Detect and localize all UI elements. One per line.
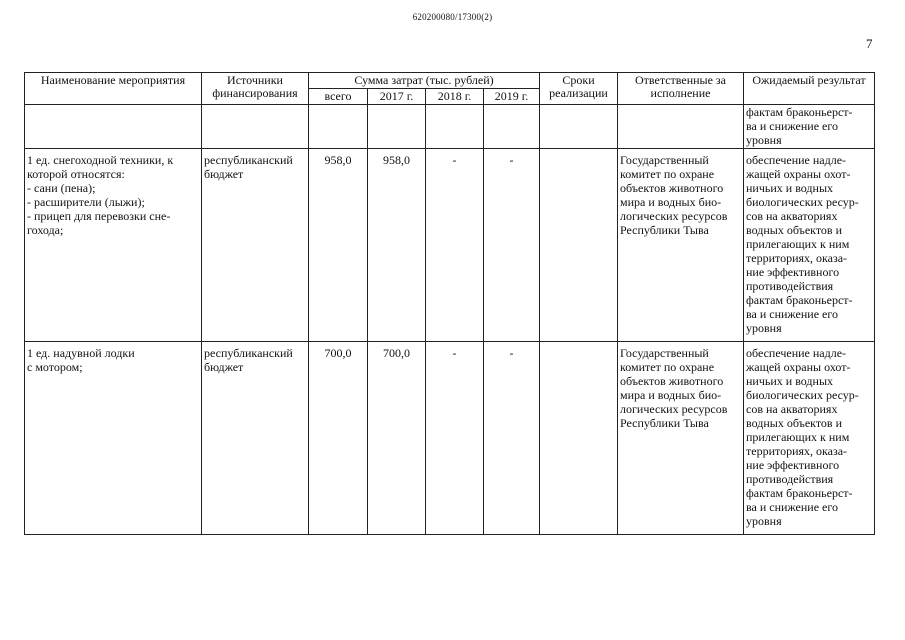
carry-over-row xyxy=(25,105,875,149)
cell-activity-name: 1 ед. снегоходной техники, к которой относятся: - сани (пена); - расширители (лыжи); - прицеп для перевозки сне- гохода; xyxy=(25,149,202,342)
page-number: 7 xyxy=(866,36,873,51)
cell-funding-source: республиканский бюджет xyxy=(202,342,309,535)
header-activity-name: Наименование мероприятия xyxy=(25,73,202,105)
cell-year-2019: - xyxy=(484,342,540,535)
cell-empty xyxy=(540,105,618,149)
document-id: 620200080/17300(2) xyxy=(412,12,493,22)
cell-expected-result: обеспечение надле- жащей охраны охот- ничьих и водных биологических ресур- сов на акваториях водных объектов и прилегающих к ним территориях, оказа- ние эффективного противодействия фактам браконьерст- ва и снижение его уровня xyxy=(744,149,875,342)
cell-total: 958,0 xyxy=(309,149,368,342)
cell-empty xyxy=(202,105,309,149)
cell-empty xyxy=(309,105,368,149)
header-year-2017: 2017 г. xyxy=(368,89,426,105)
header-year-2019: 2019 г. xyxy=(484,89,540,105)
cell-activity-name: 1 ед. надувной лодки с мотором; xyxy=(25,342,202,535)
table-row xyxy=(25,342,875,535)
cell-empty xyxy=(368,105,426,149)
activities-table xyxy=(24,72,875,535)
header-total: всего xyxy=(309,89,368,105)
header-cost-group: Сумма затрат (тыс. рублей) xyxy=(309,73,540,89)
cell-empty xyxy=(25,105,202,149)
cell-expected-result: фактам браконьерст- ва и снижение его уровня xyxy=(744,105,875,149)
header-year-2018: 2018 г. xyxy=(426,89,484,105)
cell-year-2018: - xyxy=(426,149,484,342)
header-responsible: Ответственные за исполнение xyxy=(618,73,744,105)
cell-expected-result: обеспечение надле- жащей охраны охот- ничьих и водных биологических ресур- сов на акваториях водных объектов и прилегающих к ним территориях, оказа- ние эффективного противодействия фактам браконьерст- ва и снижение его уровня xyxy=(744,342,875,535)
cell-empty xyxy=(618,105,744,149)
header-terms: Сроки реализации xyxy=(540,73,618,105)
cell-terms xyxy=(540,342,618,535)
cell-year-2018: - xyxy=(426,342,484,535)
cell-funding-source: республиканский бюджет xyxy=(202,149,309,342)
table-row xyxy=(25,149,875,342)
header-funding-source: Источники финансирования xyxy=(202,73,309,105)
header-expected-result: Ожидаемый результат xyxy=(744,73,875,105)
cell-year-2017: 958,0 xyxy=(368,149,426,342)
cell-year-2017: 700,0 xyxy=(368,342,426,535)
cell-empty xyxy=(484,105,540,149)
cell-total: 700,0 xyxy=(309,342,368,535)
cell-responsible: Государственный комитет по охране объектов животного мира и водных био- логических ресурсов Республики Тыва xyxy=(618,149,744,342)
cell-year-2019: - xyxy=(484,149,540,342)
cell-empty xyxy=(426,105,484,149)
cell-terms xyxy=(540,149,618,342)
cell-responsible: Государственный комитет по охране объектов животного мира и водных био- логических ресурсов Республики Тыва xyxy=(618,342,744,535)
